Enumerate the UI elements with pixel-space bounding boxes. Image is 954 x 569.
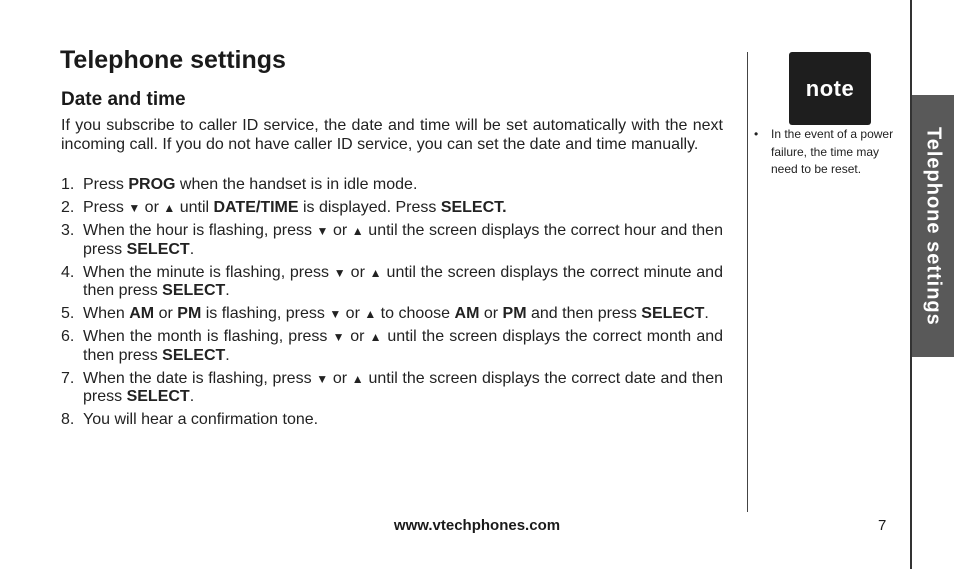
up-arrow-icon: ▲: [369, 265, 382, 280]
step-item: [61, 411, 723, 430]
note-item: [754, 126, 902, 179]
step-text: [83, 328, 723, 365]
step-text-segment: Press: [83, 176, 129, 193]
key-label: AM: [129, 305, 155, 322]
key-label: SELECT: [162, 282, 226, 299]
step-text-segment: When the minute is flashing, press: [83, 263, 334, 281]
step-text-segment: .: [704, 305, 709, 322]
key-label: SELECT: [126, 240, 190, 258]
step-item: [61, 222, 723, 259]
note-text: In the event of a power failure, the time may need to be reset.: [771, 127, 894, 176]
up-arrow-icon: ▲: [364, 307, 377, 321]
step-text-segment: and then press: [526, 305, 642, 322]
step-text-segment: When the hour is flashing, press: [83, 222, 317, 239]
step-text-segment: .: [189, 388, 195, 405]
step-item: [61, 370, 723, 407]
step-item: [61, 199, 723, 218]
step-text: [83, 264, 723, 301]
step-text-segment: .: [225, 282, 230, 299]
step-text-segment: When the date is flashing, press: [83, 369, 317, 387]
key-label: SELECT: [162, 346, 226, 364]
down-arrow-icon: ▼: [332, 330, 346, 344]
intro-paragraph: If you subscribe to caller ID service, the date and time will be set automatically with the next incoming call. If you do not have caller ID service, you can set the date and time manually.: [61, 117, 723, 153]
key-label: PM: [177, 305, 202, 322]
note-badge: note: [789, 52, 871, 125]
step-text-segment: until the screen displays the correct date and then press: [83, 369, 723, 405]
down-arrow-icon: ▼: [316, 224, 329, 238]
step-text-segment: is displayed. Press: [298, 199, 441, 216]
step-number: 2.: [61, 199, 75, 216]
step-number: 4.: [61, 263, 75, 281]
section-title: Date and time: [61, 89, 186, 110]
step-text: [83, 370, 723, 407]
key-label: SELECT.: [440, 199, 507, 216]
step-text-segment: or: [328, 369, 352, 387]
down-arrow-icon: ▼: [329, 307, 342, 321]
down-arrow-icon: ▼: [333, 265, 346, 280]
step-text: [83, 176, 723, 195]
step-text-segment: .: [189, 240, 195, 258]
step-text-segment: or: [341, 305, 365, 322]
step-text-segment: or: [140, 199, 164, 216]
key-label: AM: [454, 305, 480, 322]
up-arrow-icon: ▲: [369, 330, 383, 344]
step-item: [61, 176, 723, 195]
step-text-segment: When the month is flashing, press: [83, 328, 333, 345]
step-text-segment: or: [345, 263, 370, 281]
step-text-segment: until the screen displays the correct hour and then press: [83, 222, 723, 258]
step-text: [83, 411, 723, 430]
side-tab: [912, 95, 954, 357]
step-item: [61, 305, 723, 324]
step-text-segment: until: [175, 199, 214, 216]
column-divider: [747, 52, 748, 512]
step-text-segment: .: [225, 346, 230, 364]
down-arrow-icon: ▼: [128, 201, 141, 215]
step-text-segment: is flashing, press: [201, 305, 330, 322]
step-number: 3.: [61, 222, 75, 239]
key-label: PROG: [128, 176, 176, 193]
key-label: DATE/TIME: [213, 199, 299, 216]
step-text: [83, 199, 723, 218]
note-list: [754, 126, 902, 179]
down-arrow-icon: ▼: [316, 371, 329, 386]
step-item: [61, 264, 723, 301]
step-text-segment: or: [154, 305, 178, 322]
step-text-segment: or: [328, 222, 352, 239]
side-tab-label: Telephone settings: [922, 126, 945, 326]
step-text-segment: to choose: [376, 305, 455, 322]
step-text: [83, 305, 723, 324]
page-title: Telephone settings: [60, 46, 286, 74]
up-arrow-icon: ▲: [351, 224, 364, 238]
step-number: 8.: [61, 411, 75, 428]
step-text-segment: when the handset is in idle mode.: [175, 176, 418, 193]
key-label: PM: [502, 305, 527, 322]
step-text-segment: or: [479, 305, 503, 322]
step-text-segment: or: [345, 328, 370, 345]
step-text-segment: You will hear a confirmation tone.: [83, 411, 319, 428]
key-label: SELECT: [126, 388, 190, 405]
step-text-segment: Press: [83, 199, 129, 216]
step-number: 5.: [61, 305, 75, 322]
step-number: 7.: [61, 369, 75, 387]
step-number: 6.: [61, 328, 75, 345]
step-item: [61, 328, 723, 365]
step-text-segment: until the screen displays the correct minute and then press: [83, 263, 723, 299]
key-label: SELECT: [641, 305, 705, 322]
bullet-icon: •: [754, 127, 759, 141]
up-arrow-icon: ▲: [351, 371, 364, 386]
steps-list: [61, 176, 723, 434]
up-arrow-icon: ▲: [163, 201, 176, 215]
footer-url: www.vtechphones.com: [393, 517, 561, 534]
page-number: 7: [878, 517, 887, 534]
step-text-segment: When: [83, 305, 130, 322]
step-text: [83, 222, 723, 259]
step-text-segment: until the screen displays the correct month and then press: [83, 328, 724, 364]
step-number: 1.: [61, 176, 75, 193]
